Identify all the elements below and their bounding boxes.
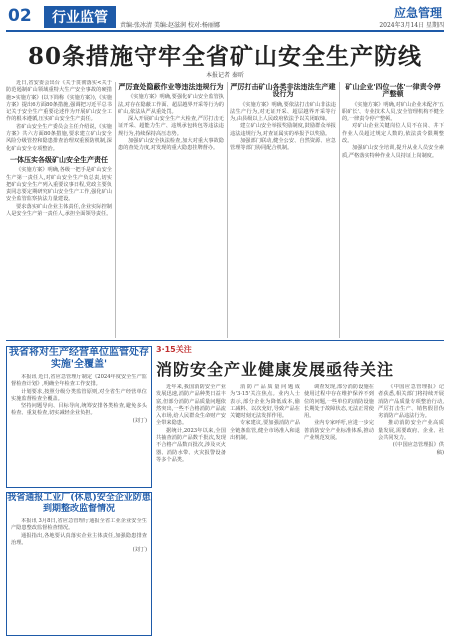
story2-title: 消防安全产业健康发展亟待关注 xyxy=(156,360,395,379)
story-end: (《中国应急管理报》供稿) xyxy=(392,442,444,456)
channel-name: 应急管理 xyxy=(393,6,442,20)
paragraph: 本报讯 3月8日,省应急管理厅通报全省工业企业安全生产隐患整改监督检查情况。 xyxy=(11,518,147,532)
paragraph: 《实施方案》明确,各级一把手是矿山安全生产第一责任人,对矿山安全生产负总责,切实把矿山安全生产列入重要议事日程,党政主要负责同志要定期研究矿山安全生产工作,强化矿山安全监管监察执法力量建设。 xyxy=(6,167,112,203)
paragraph: 省矿山安全生产委员会主任介绍说,《实施方案》共六方面80条措施,要求建立矿山安全风险分级管控和隐患排查治理双重预防机制,深化矿山安全专项整治。 xyxy=(6,123,112,152)
story2-column-4 xyxy=(378,384,444,634)
paragraph: 加强矿山安全培训,提升从业人员安全素质,严格落实特种作业人员持证上岗制度。 xyxy=(342,145,444,159)
story2-column-1 xyxy=(156,384,226,634)
paragraph: 《中国应急管理报》记者获悉,相关部门将持续开展消防产品质量专项整治行动,严厉打击生产、销售假冒伪劣消防产品违法行为。 xyxy=(378,384,444,420)
story1-column-1 xyxy=(6,80,112,338)
paragraph: 专家建议,要加强消防产品全链条监管,健全市场准入和退出机制。 xyxy=(230,420,300,442)
paragraph: 深入开展矿山安全生产大检查,严厉打击无证开采、超能力生产、违规承包转包等违法违规行为,持续保持高压态势。 xyxy=(118,116,224,137)
main-headline: 80条措施守牢全省矿山安全生产防线 xyxy=(27,43,422,70)
section-label: 行业监管 xyxy=(44,6,116,28)
subheading: 严厉打击矿山各类非法违法生产建设行为 xyxy=(230,83,336,99)
story2-tag: 3·15关注 xyxy=(156,345,192,354)
story3-body xyxy=(11,374,147,484)
paragraph: 调查发现,部分消防设施在使用过程中存在维护保养不到位的问题,一些单位的消防设施长期处于故障状态,无法正常使用。 xyxy=(304,384,374,420)
subheading: 严厉查处隐蔽作业等违法违规行为 xyxy=(118,83,224,91)
story4-title: 我省通报工业厂(休息)安全企业防患到期整改监督情况 xyxy=(7,493,151,514)
main-byline: 本报记者 秦昕 xyxy=(206,72,244,79)
subheading: 一体压实各级矿山安全生产责任 xyxy=(10,155,108,164)
paragraph: 《实施方案》明确,要依法打击矿山非法违法生产行为,对无证开采、超层越界开采等行为,由县级以上人民政府依法予以关闭取缔。 xyxy=(230,101,336,123)
story4-box xyxy=(6,492,152,636)
page-header xyxy=(0,0,450,30)
story2-column-2 xyxy=(230,384,300,634)
paragraph: 本报讯 近日,省应急管理厅制定《2024年度安全生产监督检查计划》,明确全年检查工作安排。 xyxy=(11,374,147,388)
story-end: (刘丁) xyxy=(132,417,147,424)
paragraph: 要求落实矿山企业主体责任,企业实际控制人是安全生产第一责任人,承担全面领导责任。 xyxy=(6,203,112,218)
paragraph: 《实施方案》明确,对矿山企业未配齐'五职矿长'、专业技术人员,安全管理机构不健全的,一律责令停产整顿。 xyxy=(342,101,444,123)
subheading: 矿山企业'四位一体'一律责令停产整顿 xyxy=(345,83,441,99)
column-divider xyxy=(227,82,228,338)
paragraph: 《实施方案》明确,要强化矿山安全监管执法,对存在隐蔽工作面、超层越界开采等行为的矿山,依法从严从重处罚。 xyxy=(118,94,224,115)
story4-body xyxy=(11,518,147,628)
story1-column-2 xyxy=(118,80,224,338)
section-divider xyxy=(6,340,444,341)
story3-box xyxy=(6,346,152,488)
paragraph: 建立矿山安全举报奖励制度,鼓励群众举报违法违规行为,对查证属实的举报予以奖励。 xyxy=(230,123,336,137)
header-rule xyxy=(6,30,444,32)
column-divider xyxy=(115,82,116,338)
paragraph: 加强矿山安全执法检查,加大对重大事故隐患的查处力度,对发现的重大隐患挂牌督办。 xyxy=(118,138,224,152)
story2-column-3 xyxy=(304,384,374,634)
story3-title: 我省将对生产经营单位监管处存实施'全覆盖' xyxy=(9,347,149,370)
paragraph: 对矿山企业关键岗位人员不在岗、井下作业人员超过规定人数的,依法责令限期整改。 xyxy=(342,123,444,145)
issue-date: 2024年3月14日 星期四 xyxy=(379,22,444,29)
story1-column-3 xyxy=(230,80,336,338)
paragraph: 通报指出,各地要认真落实企业主体责任,加强隐患排查治理。 xyxy=(11,532,147,546)
paragraph: 业内专家呼吁,应进一步完善消防安全产业标准体系,推动产业规范发展。 xyxy=(304,420,374,442)
paragraph: 计划要求,按照分级分类监管原则,对全省生产经营单位实施监督检查全覆盖。 xyxy=(11,388,147,402)
paragraph: 近日,省安委会出台《关于贯彻落实<关于防范遏制矿山领域重特大生产安全事故的硬措施>实施方案》(以下简称《实施方案》),《实施方案》提出6方面80条措施,强调把习近平总书记关于安全生产重要论述作为开展矿山安全工作的根本遵循,压实矿山安全生产责任。 xyxy=(6,80,112,123)
story2-header xyxy=(156,344,406,380)
story-end: (刘丁) xyxy=(132,547,147,554)
paragraph: 消防产品质量问题成为'3·15'关注焦点。业内人士表示,部分企业为降低成本,偷工减料、以次充好,导致产品在关键时刻无法发挥作用。 xyxy=(230,384,300,420)
paragraph: 近年来,我国消防安全产业发展迅速,消防产品种类日益丰富,但部分消防产品质量问题依然突出,一些不合格消防产品流入市场,给人民群众生命财产安全带来隐患。 xyxy=(156,384,226,427)
paragraph: 推动消防安全产业高质量发展,需要政府、企业、社会共同发力。 xyxy=(378,420,444,442)
paragraph: 加强部门联动,健全公安、自然资源、应急管理等部门协同配合机制。 xyxy=(230,138,336,152)
story1-column-4 xyxy=(342,80,444,338)
paragraph: 坚持问题导向、目标导向,统筹安排各类检查,避免多头检查、重复检查,切实减轻企业负担。 xyxy=(11,403,147,417)
paragraph: 据统计,2023年以来,全国共抽查消防产品数千批次,发现不合格产品数百批次,涉及灭火器、消防水带、火灾报警设备等多个品类。 xyxy=(156,427,226,463)
editors-line: 责编:张冰清 美编:赵滋润 校对:杨丽娜 xyxy=(120,22,220,29)
page-number: 02 xyxy=(8,6,32,26)
column-divider xyxy=(339,82,340,338)
